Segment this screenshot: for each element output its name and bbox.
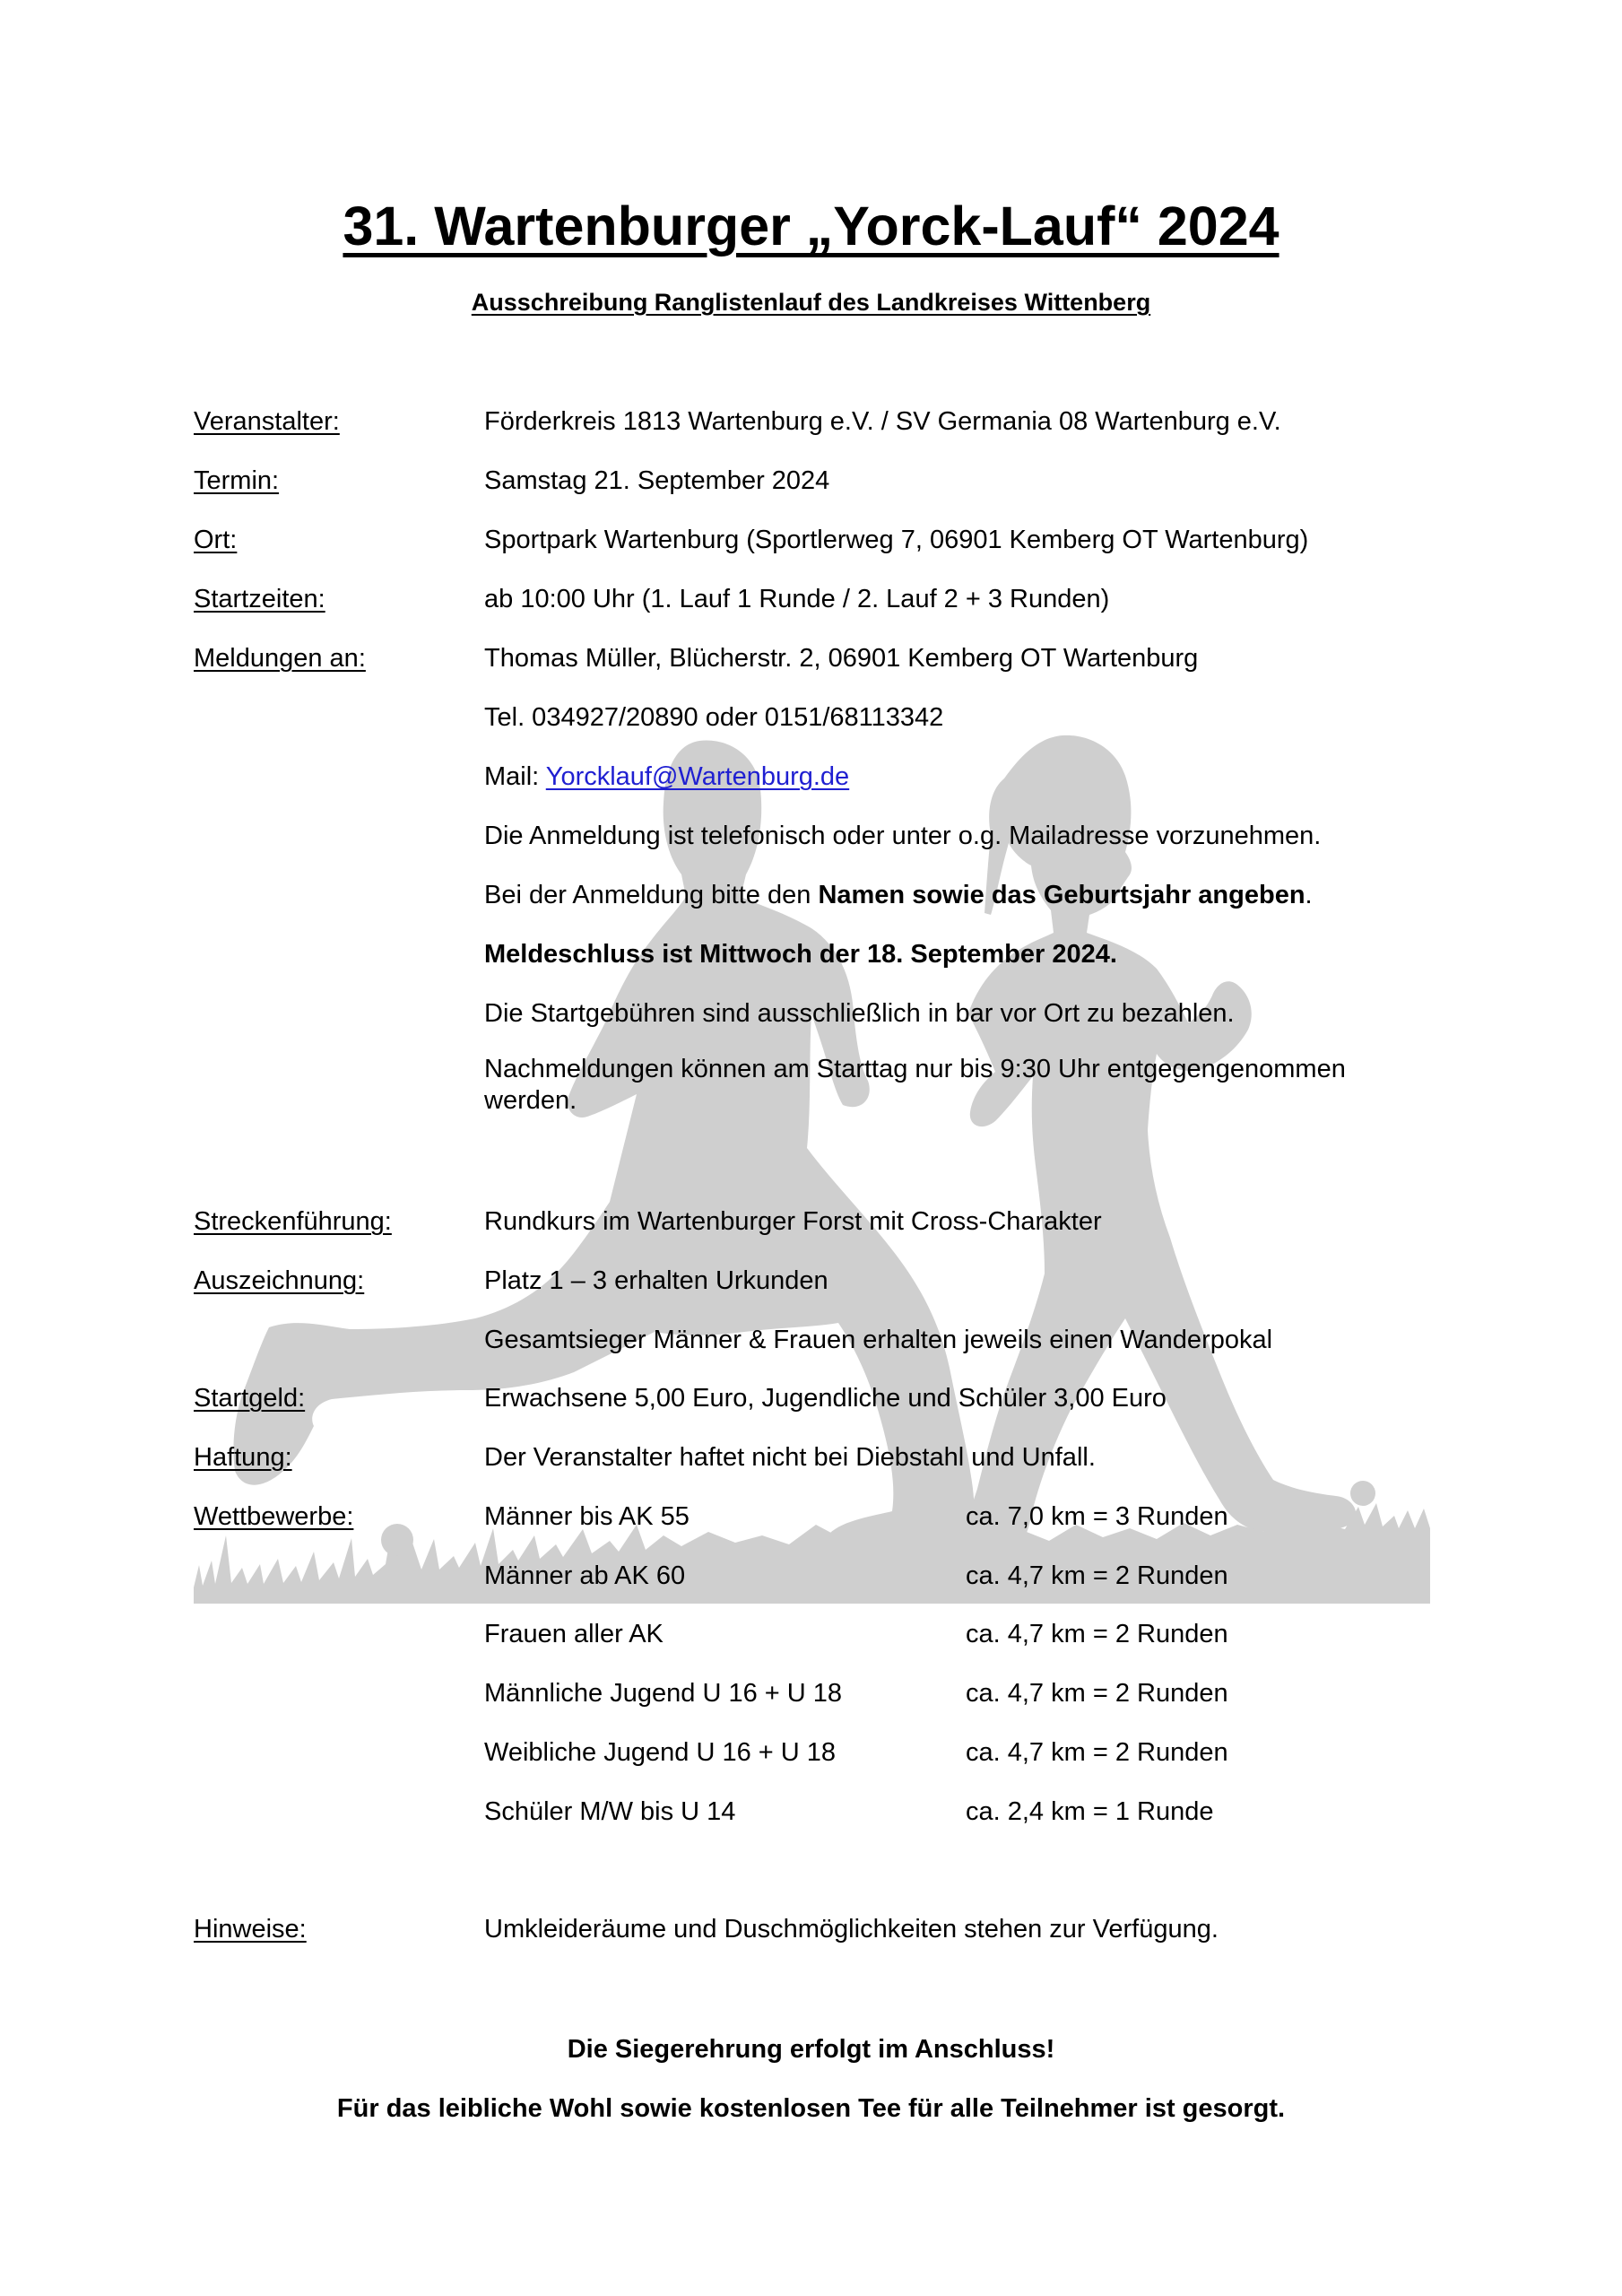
label-wettbewerbe: Wettbewerbe:	[194, 1502, 354, 1531]
competition-class: Schüler M/W bis U 14	[484, 1797, 736, 1826]
competition-class: Männer bis AK 55	[484, 1502, 690, 1531]
label-ort: Ort:	[194, 526, 238, 554]
note-name-birthyear	[484, 883, 1313, 909]
value-startzeiten: ab 10:00 Uhr (1. Lauf 1 Runde / 2. Lauf 2 + 3 Runden)	[484, 585, 1110, 613]
note-payment: Die Startgebühren sind ausschließlich in bar vor Ort zu bezahlen.	[484, 999, 1235, 1028]
male-runner-silhouette	[233, 741, 974, 1565]
note-name-suffix: .	[1305, 881, 1313, 909]
competition-class: Männer ab AK 60	[484, 1561, 686, 1590]
label-haftung: Haftung:	[194, 1443, 292, 1472]
value-auszeichnung-2: Gesamtsieger Männer & Frauen erhalten jeweils einen Wanderpokal	[484, 1326, 1273, 1354]
note-name-prefix: Bei der Anmeldung bitte den	[484, 881, 819, 909]
value-haftung: Der Veranstalter haftet nicht bei Diebstahl und Unfall.	[484, 1443, 1096, 1472]
value-meldungen-address: Thomas Müller, Blücherstr. 2, 06901 Kemberg OT Wartenburg	[484, 644, 1199, 673]
competition-class: Männliche Jugend U 16 + U 18	[484, 1679, 843, 1708]
value-meldungen-phone: Tel. 034927/20890 oder 0151/68113342	[484, 703, 944, 732]
competition-distance: ca. 4,7 km = 2 Runden	[966, 1738, 1228, 1767]
value-hinweise: Umkleideräume und Duschmöglichkeiten stehen zur Verfügung.	[484, 1915, 1219, 1944]
label-veranstalter: Veranstalter:	[194, 407, 340, 436]
competition-distance: ca. 4,7 km = 2 Runden	[966, 1561, 1228, 1590]
value-ort: Sportpark Wartenburg (Sportlerweg 7, 06901 Kemberg OT Wartenburg)	[484, 526, 1309, 554]
page-subtitle: Ausschreibung Ranglistenlauf des Landkreises Wittenberg	[471, 289, 1151, 316]
competition-distance: ca. 4,7 km = 2 Runden	[966, 1620, 1228, 1648]
note-late-registration: Nachmeldungen können am Starttag nur bis 9:30 Uhr entgegengenommen werden.	[484, 1055, 1346, 1115]
label-startgeld: Startgeld:	[194, 1384, 306, 1413]
competition-class: Frauen aller AK	[484, 1620, 664, 1648]
footer-award-ceremony: Die Siegerehrung erfolgt im Anschluss!	[567, 2035, 1055, 2064]
registration-deadline: Meldeschluss ist Mittwoch der 18. September 2024.	[484, 940, 1117, 969]
value-termin: Samstag 21. September 2024	[484, 466, 830, 495]
competition-class: Weibliche Jugend U 16 + U 18	[484, 1738, 837, 1767]
note-registration: Die Anmeldung ist telefonisch oder unter o.g. Mailadresse vorzunehmen.	[484, 822, 1322, 850]
label-hinweise: Hinweise:	[194, 1915, 307, 1944]
page-title: 31. Wartenburger „Yorck-Lauf“ 2024	[343, 196, 1279, 257]
dandelion-left	[381, 1524, 413, 1556]
value-veranstalter: Förderkreis 1813 Wartenburg e.V. / SV Germania 08 Wartenburg e.V.	[484, 407, 1281, 436]
value-auszeichnung: Platz 1 – 3 erhalten Urkunden	[484, 1266, 828, 1295]
note-name-bold: Namen sowie das Geburtsjahr angeben	[818, 881, 1305, 909]
dandelion-right	[1350, 1481, 1375, 1506]
label-termin: Termin:	[194, 466, 280, 495]
value-meldungen-mail	[484, 764, 849, 790]
value-startgeld: Erwachsene 5,00 Euro, Jugendliche und Schüler 3,00 Euro	[484, 1384, 1167, 1413]
label-auszeichnung: Auszeichnung:	[194, 1266, 365, 1295]
label-startzeiten: Startzeiten:	[194, 585, 325, 613]
label-meldungen: Meldungen an:	[194, 644, 366, 673]
competition-distance: ca. 7,0 km = 3 Runden	[966, 1502, 1228, 1531]
mail-prefix: Mail:	[484, 762, 546, 791]
email-link[interactable]: Yorcklauf@Wartenburg.de	[545, 762, 850, 791]
value-strecke: Rundkurs im Wartenburger Forst mit Cross-Charakter	[484, 1207, 1102, 1236]
footer-catering: Für das leibliche Wohl sowie kostenlosen Tee für alle Teilnehmer ist gesorgt.	[336, 2094, 1286, 2123]
competition-distance: ca. 4,7 km = 2 Runden	[966, 1679, 1228, 1708]
label-strecke: Streckenführung:	[194, 1207, 392, 1236]
competition-distance: ca. 2,4 km = 1 Runde	[966, 1797, 1214, 1826]
